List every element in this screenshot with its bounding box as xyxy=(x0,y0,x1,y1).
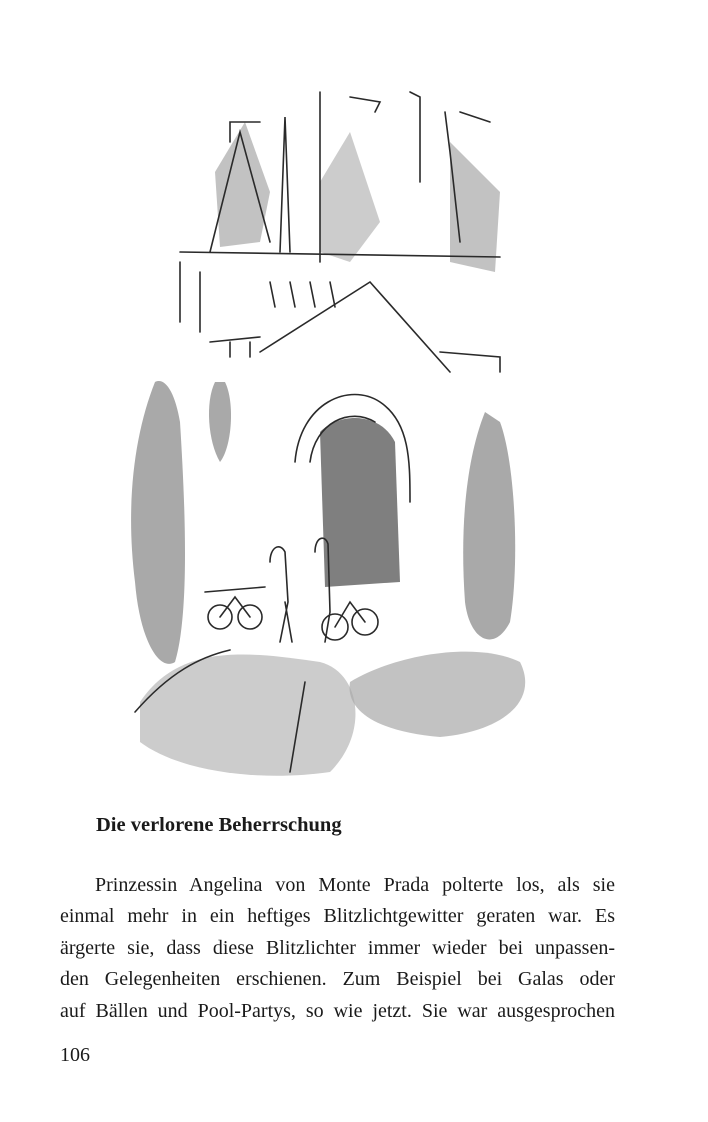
text-line: auf Bällen und Pool-Partys, so wie jetzt. Sie war ausgesprochen xyxy=(60,999,615,1022)
text-line: einmal mehr in ein heftiges Blitzlichtgewitter geraten war. Es xyxy=(60,905,615,928)
body-paragraph xyxy=(60,870,615,1027)
castle-illustration xyxy=(120,82,540,782)
page-number: 106 xyxy=(60,1044,90,1066)
text-line: den Gelegenheiten erschienen. Zum Beispiel bei Galas oder xyxy=(60,968,615,991)
text-line: Prinzessin Angelina von Monte Prada polterte los, als sie xyxy=(95,874,615,896)
text-line: ärgerte sie, dass diese Blitzlichter immer wieder bei unpassen- xyxy=(60,936,615,959)
chapter-title: Die verlorene Beherrschung xyxy=(96,814,342,836)
